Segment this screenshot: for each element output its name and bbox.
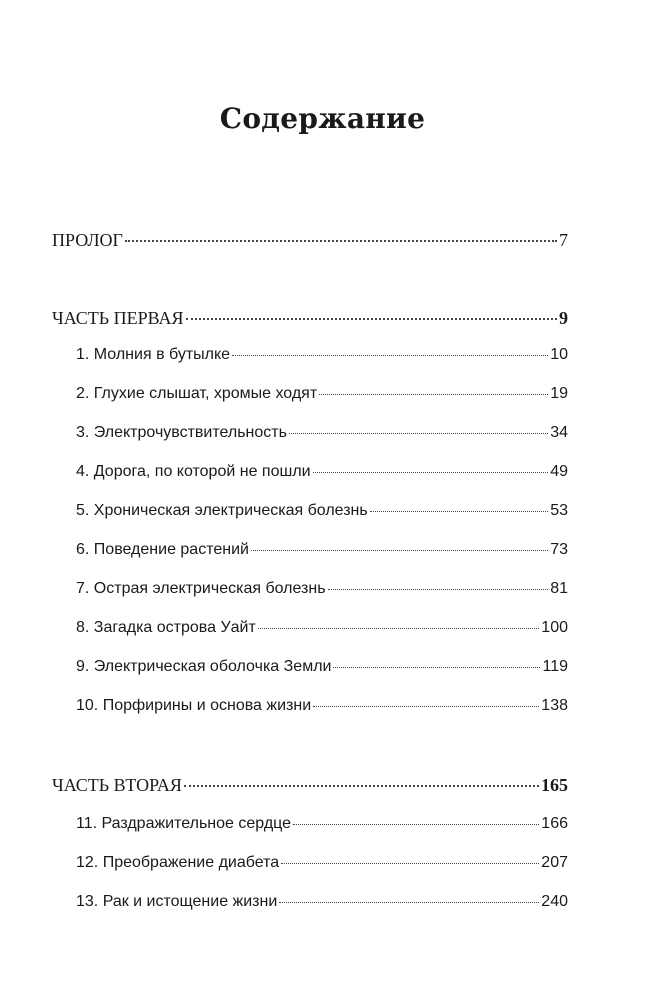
toc-entry-label: 1. Молния в бутылке	[76, 346, 231, 363]
toc-entry-chapter-12[interactable]	[76, 854, 568, 872]
dot-leader	[125, 240, 557, 242]
dot-leader	[319, 394, 548, 395]
toc-entry-chapter-8[interactable]	[76, 619, 568, 637]
toc-entry-chapter-11[interactable]	[76, 815, 568, 833]
toc-entry-label: ЧАСТЬ ВТОРАЯ	[52, 775, 182, 795]
toc-entry-label: 12. Преображение диабета	[76, 854, 280, 871]
toc-entry-page: 207	[541, 854, 568, 871]
dot-leader	[251, 550, 548, 551]
dot-leader	[184, 785, 539, 787]
dot-leader	[289, 433, 548, 434]
dot-leader	[333, 667, 540, 668]
toc-entry-chapter-3[interactable]	[76, 424, 568, 442]
toc-entry-label: 6. Поведение растений	[76, 541, 249, 558]
toc-entry-label: 7. Острая электрическая болезнь	[76, 580, 326, 597]
toc-entry-chapter-6[interactable]	[76, 541, 568, 559]
toc-entry-page: 53	[550, 502, 568, 519]
dot-leader	[313, 706, 539, 707]
toc-entry-label: 11. Раздражительное сердце	[76, 815, 292, 832]
toc-entry-page: 7	[559, 230, 568, 250]
toc-entry-part-1[interactable]	[52, 308, 568, 329]
toc-entry-page: 49	[550, 463, 568, 480]
toc-entry-page: 166	[541, 815, 568, 832]
toc-entry-chapter-4[interactable]	[76, 463, 568, 481]
toc-entry-page: 10	[550, 346, 568, 363]
toc-entry-label: 9. Электрическая оболочка Земли	[76, 658, 332, 675]
toc-entry-label: 10. Порфирины и основа жизни	[76, 697, 312, 714]
toc-entry-label: 5. Хроническая электрическая болезнь	[76, 502, 368, 519]
toc-entry-label: 3. Электрочувствительность	[76, 424, 287, 441]
toc-entry-chapter-2[interactable]	[76, 385, 568, 403]
dot-leader	[258, 628, 540, 629]
page-title: Содержание	[219, 102, 426, 135]
dot-leader	[293, 824, 539, 825]
toc-entry-label: 4. Дорога, по которой не пошли	[76, 463, 311, 480]
dot-leader	[279, 902, 539, 903]
dot-leader	[232, 355, 548, 356]
toc-entry-page: 9	[559, 308, 568, 328]
toc-entry-page: 19	[550, 385, 568, 402]
toc-entry-chapter-5[interactable]	[76, 502, 568, 520]
toc-entry-page: 100	[541, 619, 568, 636]
toc-entry-page: 119	[542, 658, 568, 675]
dot-leader	[370, 511, 548, 512]
dot-leader	[328, 589, 549, 590]
toc-entry-label: 13. Рак и истощение жизни	[76, 893, 278, 910]
toc-entry-chapter-10[interactable]	[76, 697, 568, 715]
toc-entry-page: 240	[541, 893, 568, 910]
toc-entry-page: 138	[541, 697, 568, 714]
toc-entry-page: 73	[550, 541, 568, 558]
dot-leader	[186, 318, 557, 320]
dot-leader	[313, 472, 549, 473]
toc-entry-page: 81	[550, 580, 568, 597]
dot-leader	[281, 863, 539, 864]
toc-entry-chapter-13[interactable]	[76, 893, 568, 911]
toc-entry-part-2[interactable]	[52, 775, 568, 796]
toc-entry-chapter-1[interactable]	[76, 346, 568, 364]
toc-entry-page: 165	[541, 775, 568, 795]
toc-entry-label: ЧАСТЬ ПЕРВАЯ	[52, 308, 184, 328]
toc-entry-prologue[interactable]	[52, 230, 568, 251]
toc-entry-label: 8. Загадка острова Уайт	[76, 619, 256, 636]
toc-entry-label: ПРОЛОГ	[52, 230, 123, 250]
toc-entry-chapter-7[interactable]	[76, 580, 568, 598]
toc-entry-chapter-9[interactable]	[76, 658, 568, 676]
toc-entry-page: 34	[550, 424, 568, 441]
toc-entry-label: 2. Глухие слышат, хромые ходят	[76, 385, 318, 402]
